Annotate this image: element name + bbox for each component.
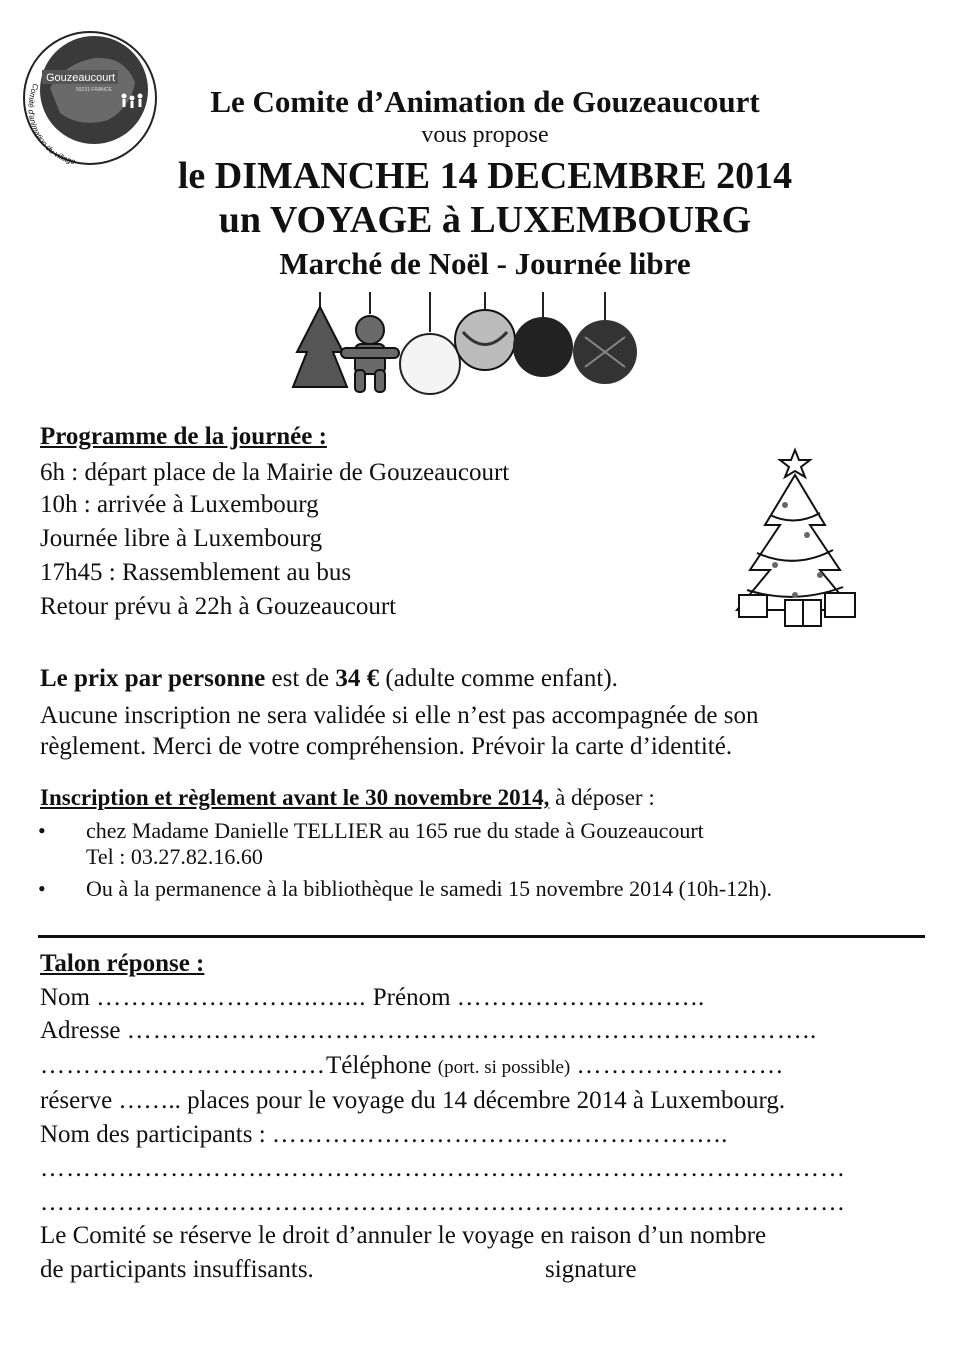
committee-logo [20,28,160,168]
trip-subtitle: Marché de Noël - Journée libre [279,246,691,281]
address-row [40,1017,817,1045]
firstname-label: Prénom [372,984,451,1011]
organizer-title: Le Comite d’Animation de Gouzeaucourt [210,84,760,119]
christmas-tree-illustration [725,445,865,635]
cancellation-notice-cont: de participants insuffisants. [40,1256,314,1283]
price-note: (adulte comme enfant). [379,665,618,692]
participants-field-line[interactable]: ………………………………………………………………………………… [40,1155,846,1182]
trip-title: un VOYAGE à LUXEMBOURG [218,199,752,241]
programme-item: Retour prévu à 22h à Gouzeaucourt [40,593,397,620]
address-field-continued[interactable]: …………………………… [40,1052,326,1079]
inscription-phone: Tel : 03.27.82.16.60 [86,844,263,869]
phone-note: (port. si possible) [437,1057,571,1078]
event-date: le DIMANCHE 14 DECEMBRE 2014 [177,155,793,197]
price-middle: est de [265,665,336,692]
bullet-icon: • [38,876,46,901]
logo-postcode: 59231 FRANCE [76,87,112,93]
reserve-label: réserve [40,1087,113,1114]
inscription-title: Inscription et règlement avant le 30 novembre 2014, [40,785,550,810]
reserve-row [40,1087,785,1115]
firstname-field[interactable]: ……………………….. [456,984,706,1011]
name-row [40,984,705,1012]
programme-item: 17h45 : Rassemblement au bus [40,559,352,586]
section-divider [38,935,925,938]
logo-ring-text: Comité d'animation du village [26,82,77,167]
inscription-address: chez Madame Danielle TELLIER au 165 rue du stade à Gouzeaucourt [86,818,704,843]
participants-row [40,1121,728,1149]
phone-label: Téléphone [326,1052,432,1079]
price-label: Le prix par personne [40,665,266,692]
name-label: Nom [40,984,90,1011]
address-field[interactable]: …………………………………………………………………….. [126,1017,818,1044]
cancellation-notice: Le Comité se réserve le droit d’annuler le voyage en raison d’un nombre [40,1222,767,1249]
price-amount: 34 € [335,665,380,692]
reserve-text: places pour le voyage du 14 décembre 2014 à Luxembourg. [187,1087,786,1114]
programme-title: Programme de la journée : [40,423,327,450]
inscription-library: Ou à la permanence à la bibliothèque le samedi 15 novembre 2014 (10h-12h). [86,876,773,901]
programme-item: 10h : arrivée à Luxembourg [40,491,319,518]
name-field[interactable]: ……………………..…... [96,984,367,1011]
address-label: Adresse [40,1017,121,1044]
validation-notice: Aucune inscription ne sera validée si elle n’est pas accompagnée de son [40,702,759,729]
inscription-suffix: à déposer : [549,785,655,810]
inscription-line [40,785,655,811]
star-icon [780,450,810,477]
phone-field[interactable]: …………………… [576,1052,785,1079]
price-line [40,665,618,693]
places-field[interactable]: …….. [118,1087,181,1114]
bullet-icon: • [38,818,46,843]
programme-item: 6h : départ place de la Mairie de Gouzeaucourt [40,459,510,486]
programme-item: Journée libre à Luxembourg [40,525,323,552]
proposes-line: vous propose [421,122,549,148]
phone-row [40,1052,784,1080]
christmas-ornaments-illustration [285,292,655,402]
signature-label: signature [545,1256,637,1283]
talon-title: Talon réponse : [40,950,205,977]
gingerbread-man-icon [341,316,399,392]
participants-field-line[interactable]: ………………………………………………………………………………… [40,1189,846,1216]
participants-label: Nom des participants : [40,1121,266,1148]
logo-name: Gouzeaucourt [46,72,116,84]
id-card-notice: règlement. Merci de votre compréhension. Prévoir la carte d’identité. [40,733,733,760]
participants-field[interactable]: …………………………………………….. [271,1121,729,1148]
